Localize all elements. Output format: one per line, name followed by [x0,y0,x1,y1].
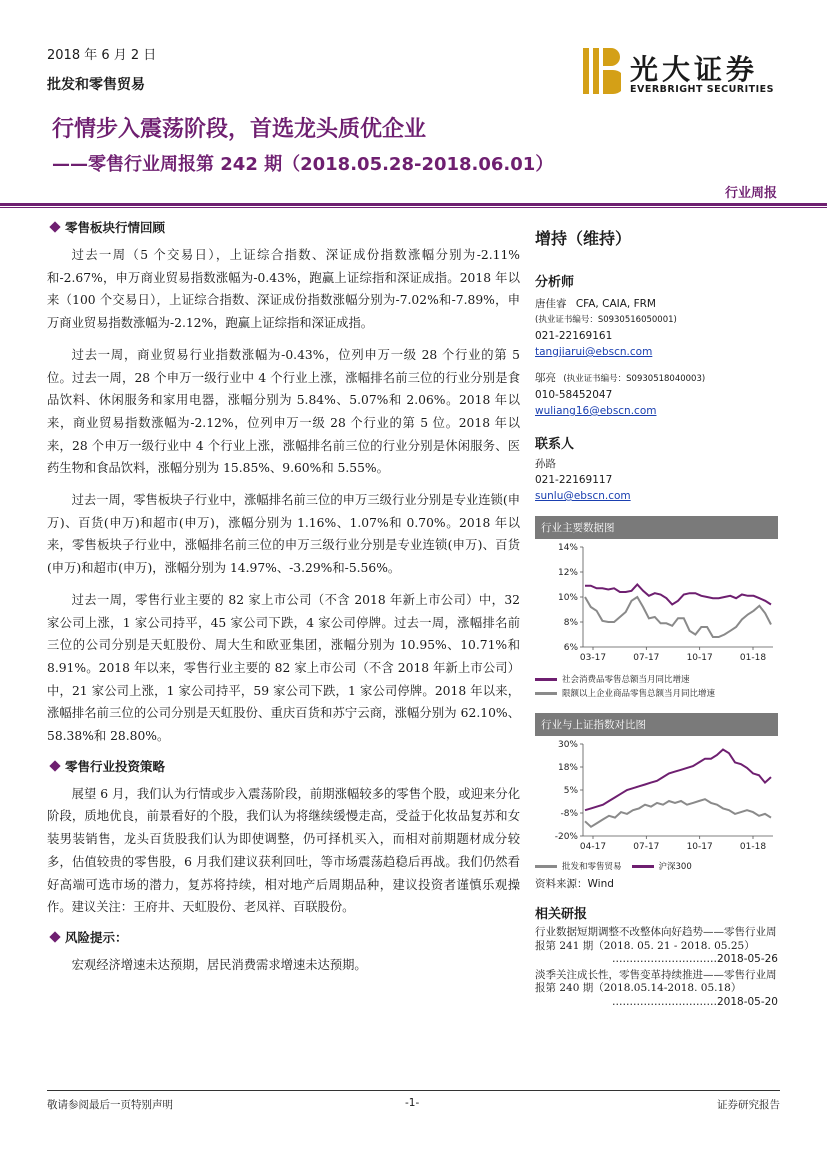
footer-divider [47,1090,780,1091]
related-research-heading: 相关研报 [535,907,588,922]
related-research-list [535,926,778,1009]
legend-item [535,860,622,872]
chart-industry-data-plot [535,539,778,667]
section-heading-text: 风险提示： [65,929,128,945]
series-line-1 [585,585,771,605]
analyst-cert: CFA, CAIA, FRM [575,298,656,310]
paragraph: 宏观经济增速未达预期，居民消费需求增速未达预期。 [71,957,367,972]
contact-heading: 联系人 [535,437,575,452]
logo-mark-icon [583,48,621,94]
analyst-card [535,370,778,419]
y-tick-label: 30% [557,740,578,750]
contact-name: 孙路 [535,458,556,470]
chart-title: 行业与上证指数对比图 [535,713,778,736]
related-item[interactable] [535,969,778,1010]
chart-source: 资料来源：Wind [535,878,614,890]
section-heading-text: 零售板块行情回顾 [65,220,166,235]
report-subtitle: ——零售行业周报第 242 期（2018.05.28-2018.06.01） [52,154,554,175]
header-divider-thin [0,207,827,208]
section-heading [51,218,520,236]
y-tick-label: 10% [557,593,578,603]
x-tick-label: 07-17 [633,842,660,852]
y-tick-label: 12% [557,568,578,578]
related-item-title: 行业数据短期调整不改整体向好趋势——零售行业周报第 241 期（2018. 05. 21 - 2018. 05.25） [535,926,777,952]
x-tick-label: 01-18 [739,842,767,852]
series-line-2 [585,597,771,637]
legend-swatch [632,865,654,868]
analyst-license: (执业证书编号：S0930518040003) [563,374,706,384]
x-tick-label: 01-18 [739,653,767,663]
x-tick-label: 10-17 [686,653,713,663]
analyst-name-line [535,370,778,387]
related-item[interactable] [535,926,778,967]
chart-title: 行业主要数据图 [535,516,778,539]
diamond-bullet-icon [49,931,60,942]
report-date: 2018 年 6 月 2 日 [47,48,157,63]
y-tick-label: -8% [560,809,578,819]
legend-swatch [535,865,557,868]
legend-swatch [535,692,557,695]
y-tick-label: 18% [557,763,578,773]
section-market-review [47,218,520,748]
legend-label: 批发和零售贸易 [562,862,622,872]
section-heading [51,928,520,946]
header-divider [0,203,827,206]
analyst-heading: 分析师 [535,275,575,290]
related-item-title: 淡季关注成长性，零售变革持续推进——零售行业周报第 240 期（2018.05.14-2018. 05.18） [535,968,777,994]
contact-phone: 021-22169117 [535,474,613,486]
section-heading [51,757,520,775]
analyst-name-line [535,296,778,312]
legend-item [535,687,778,699]
chart-industry-data [535,516,778,699]
analyst-license: (执业证书编号：S0930516050001) [535,315,677,325]
chart-index-comparison-plot [535,736,778,854]
paragraph: 过去一周（5 个交易日），上证综合指数、深证成份指数涨幅分别为-2.11%和-2.67%，申万商业贸易指数涨幅为-0.43%，跑赢上证综指和深证成指。2018 年以来（100 个交易日），上证综合指数、深证成份指数涨幅分别为-7.02%和-7.89%，申万商业贸易指数涨幅为-2.12%，跑赢上证综指和深证成指。 [47,248,520,331]
analyst-phone: 010-58452047 [535,389,613,401]
x-tick-label: 04-17 [579,842,607,852]
analyst-name: 唐佳睿 [535,298,567,310]
rating: 增持（维持） [535,229,632,248]
contact-email-link[interactable]: sunlu@ebscn.com [535,490,631,502]
legend-label: 沪深300 [658,862,692,872]
y-tick-label: 8% [563,618,578,628]
main-body [47,214,520,986]
x-tick-label: 10-17 [686,842,713,852]
diamond-bullet-icon [49,760,60,771]
footer-report-type: 证券研究报告 [717,1099,780,1111]
diamond-bullet-icon [49,221,60,232]
x-tick-label: 07-17 [633,653,660,663]
logo-chinese-text: 光大证券 [630,53,759,86]
analyst-name: 邬亮 [535,372,556,384]
legend [535,860,778,872]
footer-disclaimer: 敬请参阅最后一页特别声明 [47,1099,173,1111]
report-title: 行情步入震荡阶段，首选龙头质优企业 [52,117,427,142]
y-tick-label: -20% [554,832,578,842]
sidebar [535,214,778,1009]
related-item-date: …………………………2018-05-20 [611,995,778,1008]
section-risk [47,928,520,977]
chart-index-comparison [535,713,778,891]
x-tick-label: 03-17 [579,653,607,663]
page-number: -1- [405,1097,420,1109]
analyst-phone: 021-22169161 [535,330,613,342]
y-tick-label: 5% [563,786,578,796]
paragraph: 过去一周，零售板块子行业中，涨幅排名前三位的申万三级行业分别是专业连锁(申万)、百货(申万)和超市(申万)，涨幅分别为 1.16%、1.07%和 0.70%。2018 年以来，零售板块子行业中，涨幅排名前三位的申万三级行业分别是专业连锁(申万)、百货(申万)和超市(申万)，涨幅分别为 14.97%、-3.29%和-5.56%。 [47,493,520,576]
y-tick-label: 14% [557,543,578,553]
paragraph: 展望 6 月，我们认为行情或步入震荡阶段，前期涨幅较多的零售个股，或迎来分化阶段，质地优良，前景看好的个股，我们认为将继续缓慢走高，受益于化妆品复苏和女装男装销售，龙头百货股我们认为即使调整，仍可择机买入，而相对前期题材成分较多，估值较贵的零售股，6 月我们建议获利回吐，等市场震荡趋稳后再战。我们仍然看好高端可选市场的潜力，复苏将持续，相对地产后周期品种，建议投资者谨慎乐观操作。建议关注：王府井、天虹股份、老凤祥、百联股份。 [47,786,520,915]
report-type-tag: 行业周报 [724,186,777,201]
logo-english-text: EVERBRIGHT SECURITIES [630,84,774,95]
analyst-email-link[interactable]: wuliang16@ebscn.com [535,405,657,417]
legend-label: 社会消费品零售总额当月同比增速 [562,675,690,685]
series-line-1 [585,799,771,827]
related-item-date: …………………………2018-05-26 [611,953,778,965]
contact-card [535,456,778,504]
section-investment-strategy [47,757,520,919]
paragraph: 过去一周，零售行业主要的 82 家上市公司（不含 2018 年新上市公司）中，32 家公司上涨，1 家公司持平，45 家公司下跌，4 家公司停牌。过去一周，涨幅排名前三位的公司分别是天虹股份、周大生和欧亚集团，涨幅分别为 10.95%、10.71%和 8.91%。2018 年以来，零售行业主要的 82 家上市公司（不含 2018 年新上市公司）中，21 家公司上涨，1 家公司持平，59 家公司下跌，1 家公司停牌。2018 年以来，涨幅排名前三位的公司分别是天虹股份、重庆百货和苏宁云商，涨幅分别为 62.10%、58.38%和 28.80%。 [47,592,520,744]
analyst-email-link[interactable]: tangjiarui@ebscn.com [535,346,653,358]
sector-name: 批发和零售贸易 [47,77,145,93]
paragraph: 过去一周，商业贸易行业指数涨幅为-0.43%，位列申万一级 28 个行业的第 5 位。过去一周，28 个申万一级行业中 4 个行业上涨，涨幅排名前三位的行业分别是食品饮料、休闲服务和家用电器，涨幅分别为 5.84%、5.07%和 2.06%。2018 年以来，商业贸易指数涨幅为-2.12%，位列申万一级 28 个行业的第 5 位。2018 年以来，28 个申万一级行业中 4 个行业上涨，涨幅排名前三位的行业分别是休闲服务、医药生物和食品饮料，涨幅分别为 15.85%、9.60%和 5.55%。 [47,347,520,476]
legend-label: 限额以上企业商品零售总额当月同比增速 [562,689,716,699]
legend-swatch [535,678,557,681]
y-tick-label: 6% [563,643,578,653]
analyst-card [535,296,778,360]
legend-item [632,860,692,872]
legend-item [535,673,778,685]
section-heading-text: 零售行业投资策略 [65,758,166,774]
